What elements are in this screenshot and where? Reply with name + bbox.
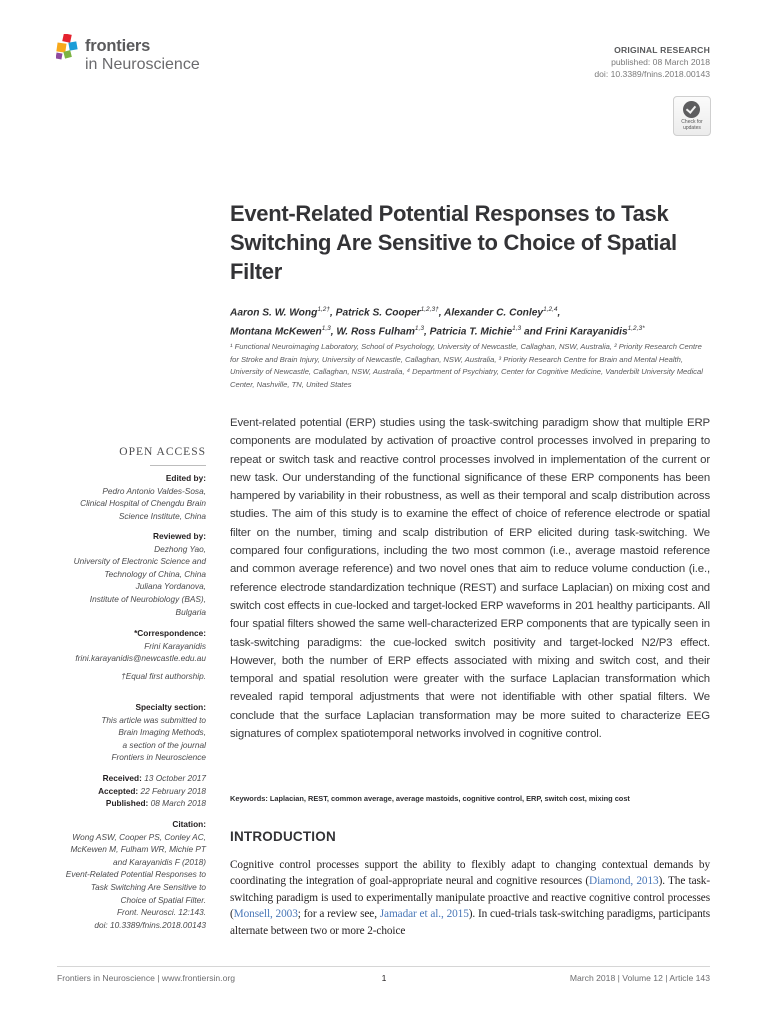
- divider: [150, 465, 206, 466]
- article-title: Event-Related Potential Responses to Task Switching Are Sensitive to Choice of Spatial Filter: [230, 201, 677, 284]
- received-label: Received:: [102, 773, 142, 783]
- author-affiliation-marker: 1,3: [414, 325, 424, 333]
- author-name[interactable]: W. Ross Fulham: [336, 326, 415, 338]
- citation: [40, 818, 206, 931]
- editor-name: Pedro Antonio Valdes-Sosa,: [102, 485, 206, 496]
- specialty-heading: Specialty section:: [135, 702, 206, 712]
- introduction-paragraph: Cognitive control processes support the ability to flexibly adapt to changing contextual demands by coordinating the integration of goal-appropriate neural and cognitive resources (Diamond, 2013). The task-switching paradigm is used to experimentally manipulate proactive and reactive cognitive control processes (Monsell, 2003; for a review see, Jamadar et al., 2015). In cued-trials task-switching paradigms, participants alternate between two or more 2-choice: [230, 859, 710, 937]
- accepted-label: Accepted:: [98, 785, 139, 796]
- author-name[interactable]: Frini Karayanidis: [544, 326, 628, 338]
- reviewer-line: Bulgaria: [175, 606, 206, 617]
- published-value: 08 March 2018: [150, 798, 206, 809]
- citation-line: Front. Neurosci. 12:143.: [116, 907, 206, 918]
- abstract: Event-related potential (ERP) studies using the task-switching paradigm show that multiple ERP components are modulated by activation of proactive control processes involved in preparing to repeat or switch task and reactive control processes involved in implementation of the current or new task. Our understanding of the functional significance of these ERP components has been hampered by variability in their robustness, as well as their temporal and scalp distribution across studies. The aim of this study is to examine the effect of choice of reference electrode or spatial filter on the number, timing and scalp distribution of ERP elicited during task-switching. We compared four configurations, including the two most common (i.e., average mastoid reference and common average reference) and two novel ones that aim to reduce volume conduction (i.e., reference electrode standardization technique (REST) and surface Laplacian) on mixing cost and switch cost effects in cue-locked and target-locked ERP waveforms in 201 healthy participants. All four spatial filters showed the same well-characterized ERP components that are typically seen in task-switching paradigms: the cue-locked switch positivity and target-locked N2/P3 effect. However, both the number of ERP effects associated with mixing and switch cost, and their temporal and spatial resolution were greater with the surface Laplacian transformation which revealed rapid temporal adjustments that were not identifiable with other spatial filters. We conclude that the surface Laplacian transformation may be more suited to characterize EEG signatures of complex spatiotemporal networks involved in cognitive control.: [230, 417, 710, 741]
- section-heading-introduction: INTRODUCTION: [230, 829, 336, 844]
- published-label: Published:: [105, 798, 149, 809]
- editor-affiliation: Clinical Hospital of Chengdu Brain: [80, 498, 206, 509]
- edited-by-heading: Edited by:: [165, 473, 206, 483]
- author-affiliation-marker: 1,2,3†: [420, 306, 439, 313]
- article-meta: [594, 44, 710, 80]
- footer-volume: March 2018 | Volume 12 | Article 143: [569, 973, 710, 983]
- correspondent-name: Frini Karayanidis: [144, 640, 206, 651]
- author-name[interactable]: Patrick S. Cooper: [335, 307, 421, 319]
- edited-by: [40, 472, 206, 522]
- citation-link[interactable]: Diamond, 2013: [589, 875, 659, 888]
- page-number: 1: [381, 973, 387, 983]
- citation-line: Wong ASW, Cooper PS, Conley AC,: [72, 831, 206, 842]
- published-date-side: [40, 797, 206, 810]
- author-name[interactable]: Patricia T. Michie: [429, 326, 513, 338]
- citation-line: McKewen M, Fulham WR, Michie PT: [70, 844, 206, 855]
- reviewer-line: Juliana Yordanova,: [135, 581, 206, 592]
- reviewer-line: University of Electronic Science and: [73, 556, 206, 567]
- author-list: Aaron S. W. Wong$^{1,2\dagger}$, Patrick S. Cooper$^{1,2,3\dagger}$, Alexander C. Conley$^{1,2,4}$, Montana McKewen$^{1,3}$, W. Ross Fulham$^{1,3}$, Patricia T. Michie$^{1,3}$ and Frini Karayanidis$^{1,2,3*}$: [230, 306, 645, 338]
- correspondence: [40, 627, 206, 682]
- published-date: published: 08 March 2018: [611, 57, 710, 67]
- article-type: ORIGINAL RESEARCH: [614, 45, 710, 55]
- keywords: Keywords: Laplacian, REST, common average, average mastoids, cognitive control, ERP, switch cost, mixing cost: [230, 794, 630, 803]
- specialty-line: This article was submitted to: [101, 714, 206, 725]
- received-date: [40, 772, 206, 785]
- author-name[interactable]: Aaron S. W. Wong: [230, 307, 318, 319]
- received-value: 13 October 2017: [144, 773, 206, 783]
- correspondent-email[interactable]: frini.karayanidis@newcastle.edu.au: [75, 653, 206, 664]
- author-affiliation-marker: 1,3: [512, 325, 522, 333]
- reviewer-line: Technology of China, China: [104, 568, 206, 579]
- editor-affiliation: Science Institute, China: [118, 510, 206, 521]
- specialty-section: [40, 701, 206, 764]
- citation-doi[interactable]: doi: 10.3389/fnins.2018.00143: [94, 919, 206, 930]
- citation-link[interactable]: Monsell, 2003: [233, 908, 298, 921]
- author-name[interactable]: Alexander C. Conley: [443, 307, 544, 319]
- open-access-label: OPEN ACCESS: [119, 446, 206, 458]
- brand-name: frontiers: [85, 37, 151, 55]
- footer-divider: [57, 966, 710, 967]
- correspondence-heading: *Correspondence:: [134, 628, 206, 638]
- accepted-date: [40, 785, 206, 798]
- author-affiliation-marker: 1,2†: [317, 306, 330, 313]
- footer-journal-link[interactable]: Frontiers in Neuroscience | www.frontiersin.org: [57, 973, 235, 983]
- author-affiliation-marker: 1,2,3*: [627, 325, 645, 333]
- citation-line: Task Switching Are Sensitive to: [90, 881, 206, 892]
- citation-heading: Citation:: [172, 819, 206, 829]
- reviewer-line: Dezhong Yao,: [154, 543, 206, 554]
- citation-line: and Karayanidis F (2018): [112, 856, 206, 867]
- specialty-line: Brain Imaging Methods,: [118, 727, 206, 738]
- specialty-line: a section of the journal: [122, 739, 206, 750]
- accepted-value: 22 February 2018: [140, 785, 206, 796]
- check-icon: [683, 101, 700, 118]
- citation-line: Choice of Spatial Filter.: [120, 894, 206, 905]
- check-updates-label: Check for updates: [681, 119, 703, 131]
- reviewed-by: [40, 530, 206, 618]
- specialty-line: Frontiers in Neuroscience: [111, 752, 206, 763]
- reviewed-by-heading: Reviewed by:: [152, 531, 206, 541]
- author-name[interactable]: Montana McKewen: [230, 326, 322, 338]
- frontiers-logo-icon: [56, 34, 80, 60]
- author-affiliation-marker: 1,3: [321, 325, 331, 333]
- author-affiliation-marker: 1,2,4: [543, 306, 558, 313]
- equal-authorship-note: †Equal first authorship.: [121, 670, 206, 681]
- citation-link[interactable]: Jamadar et al., 2015: [379, 908, 469, 921]
- affiliations: ¹ Functional Neuroimaging Laboratory, School of Psychology, University of Newcastle, Callaghan, NSW, Australia, ² Priority Research Centre for Stroke and Brain Injury, University of Newcastle, Callaghan, NSW, Australia, ³ Priority Research Centre for Brain and Mental Health, University of Newcastle, Callaghan, NSW, Australia, ⁴ Department of Psychiatry, Center for Cognitive Medicine, Vanderbilt University Medical Center, Nashville, TN, United States: [230, 342, 703, 389]
- doi-link[interactable]: doi: 10.3389/fnins.2018.00143: [594, 69, 710, 79]
- citation-line: Event-Related Potential Responses to: [65, 869, 206, 880]
- journal-logo[interactable]: [56, 34, 226, 78]
- journal-name: in Neuroscience: [85, 56, 200, 73]
- reviewer-line: Institute of Neurobiology (BAS),: [89, 593, 206, 604]
- check-for-updates-button[interactable]: [673, 96, 711, 136]
- dates: [40, 772, 206, 810]
